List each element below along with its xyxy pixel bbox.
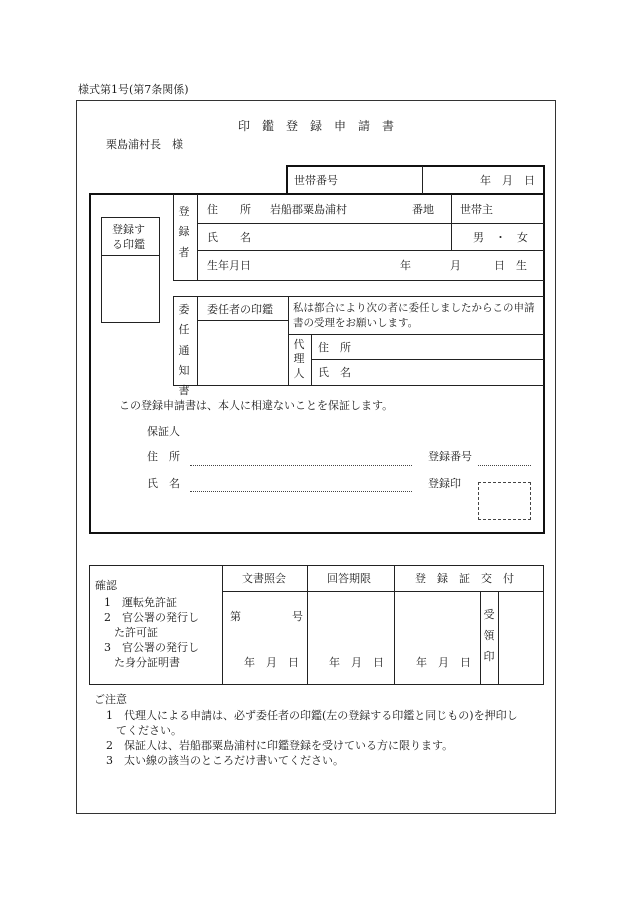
- reply-deadline-header: 回答期限: [327, 572, 371, 585]
- note-3: 3 太い線の該当のところだけ書いてください。: [106, 754, 344, 767]
- number-prefix: 第: [230, 610, 241, 623]
- birth-date-label: 生年月日: [207, 259, 251, 272]
- agent-heading: 代 理 人: [293, 338, 305, 380]
- document-inquiry-header: 文書照会: [242, 572, 286, 585]
- registrant-address-value: 岩船郡粟島浦村: [270, 203, 347, 216]
- registration-seal-label: 登録印: [428, 477, 461, 490]
- issue-date: 年 月 日: [416, 656, 471, 669]
- guarantor-address-label: 住 所: [147, 450, 180, 463]
- inquiry-date: 年 月 日: [244, 656, 299, 669]
- guarantor-name-label: 氏 名: [147, 477, 180, 490]
- deadline-date: 年 月 日: [329, 656, 384, 669]
- delegation-heading: 委 任 通 知 書: [178, 303, 190, 398]
- confirm-item-2: 2 官公署の発行し: [104, 611, 199, 624]
- confirm-label: 確認: [95, 579, 117, 592]
- registration-seal-box: [478, 482, 531, 520]
- confirm-item-1: 1 運転免許証: [104, 596, 177, 609]
- registrant-address-label: 住 所: [207, 203, 251, 216]
- birth-day-label: 日 生: [494, 259, 527, 272]
- birth-year-label: 年: [400, 259, 411, 272]
- registrant-name-label: 氏 名: [207, 231, 251, 244]
- stamp-label-line2: る印鑑: [112, 238, 145, 251]
- page-title: 印 鑑 登 録 申 請 書: [238, 119, 395, 133]
- notes-heading: ご注意: [94, 693, 127, 706]
- guarantee-statement: この登録申請書は、本人に相違ないことを保証します。: [119, 399, 394, 412]
- delegation-statement: 私は都合により次の者に委任しましたからこの申請書の受理をお願いします。: [293, 302, 535, 330]
- head-of-household-label: 世帯主: [460, 203, 493, 216]
- guarantor-label: 保証人: [147, 425, 180, 438]
- stamp-label-line1: 登録す: [112, 223, 145, 236]
- agent-address-label: 住 所: [318, 341, 351, 354]
- certificate-issue-header: 登 録 証 交 付: [415, 572, 514, 585]
- agent-name-label: 氏 名: [318, 366, 351, 379]
- confirm-item-2b: た許可証: [114, 626, 158, 639]
- form-number: 様式第1号(第7条関係): [78, 83, 189, 96]
- addressee: 栗島浦村長 様: [106, 138, 183, 151]
- registrant-heading: 登 録 者: [178, 205, 190, 259]
- registration-number-label: 登録番号: [428, 450, 472, 463]
- gender-field: 男 ・ 女: [473, 231, 528, 244]
- note-1-continued: てください。: [116, 724, 182, 737]
- receipt-seal-label: 受 領 印: [483, 608, 495, 663]
- number-suffix: 号: [292, 610, 303, 623]
- note-1: 1 代理人による申請は、必ず委任者の印鑑(左の登録する印鑑と同じもの)を押印し: [106, 709, 518, 722]
- note-2: 2 保証人は、岩船郡粟島浦村に印鑑登録を受けている方に限ります。: [106, 739, 454, 752]
- application-date: 年 月 日: [480, 174, 535, 187]
- banchi-label: 番地: [412, 203, 434, 216]
- household-number-label: 世帯番号: [294, 174, 338, 187]
- delegator-seal-label: 委任者の印鑑: [207, 303, 273, 316]
- birth-month-label: 月: [450, 259, 461, 272]
- confirm-item-3b: た身分証明書: [114, 656, 180, 669]
- confirm-item-3: 3 官公署の発行し: [104, 641, 199, 654]
